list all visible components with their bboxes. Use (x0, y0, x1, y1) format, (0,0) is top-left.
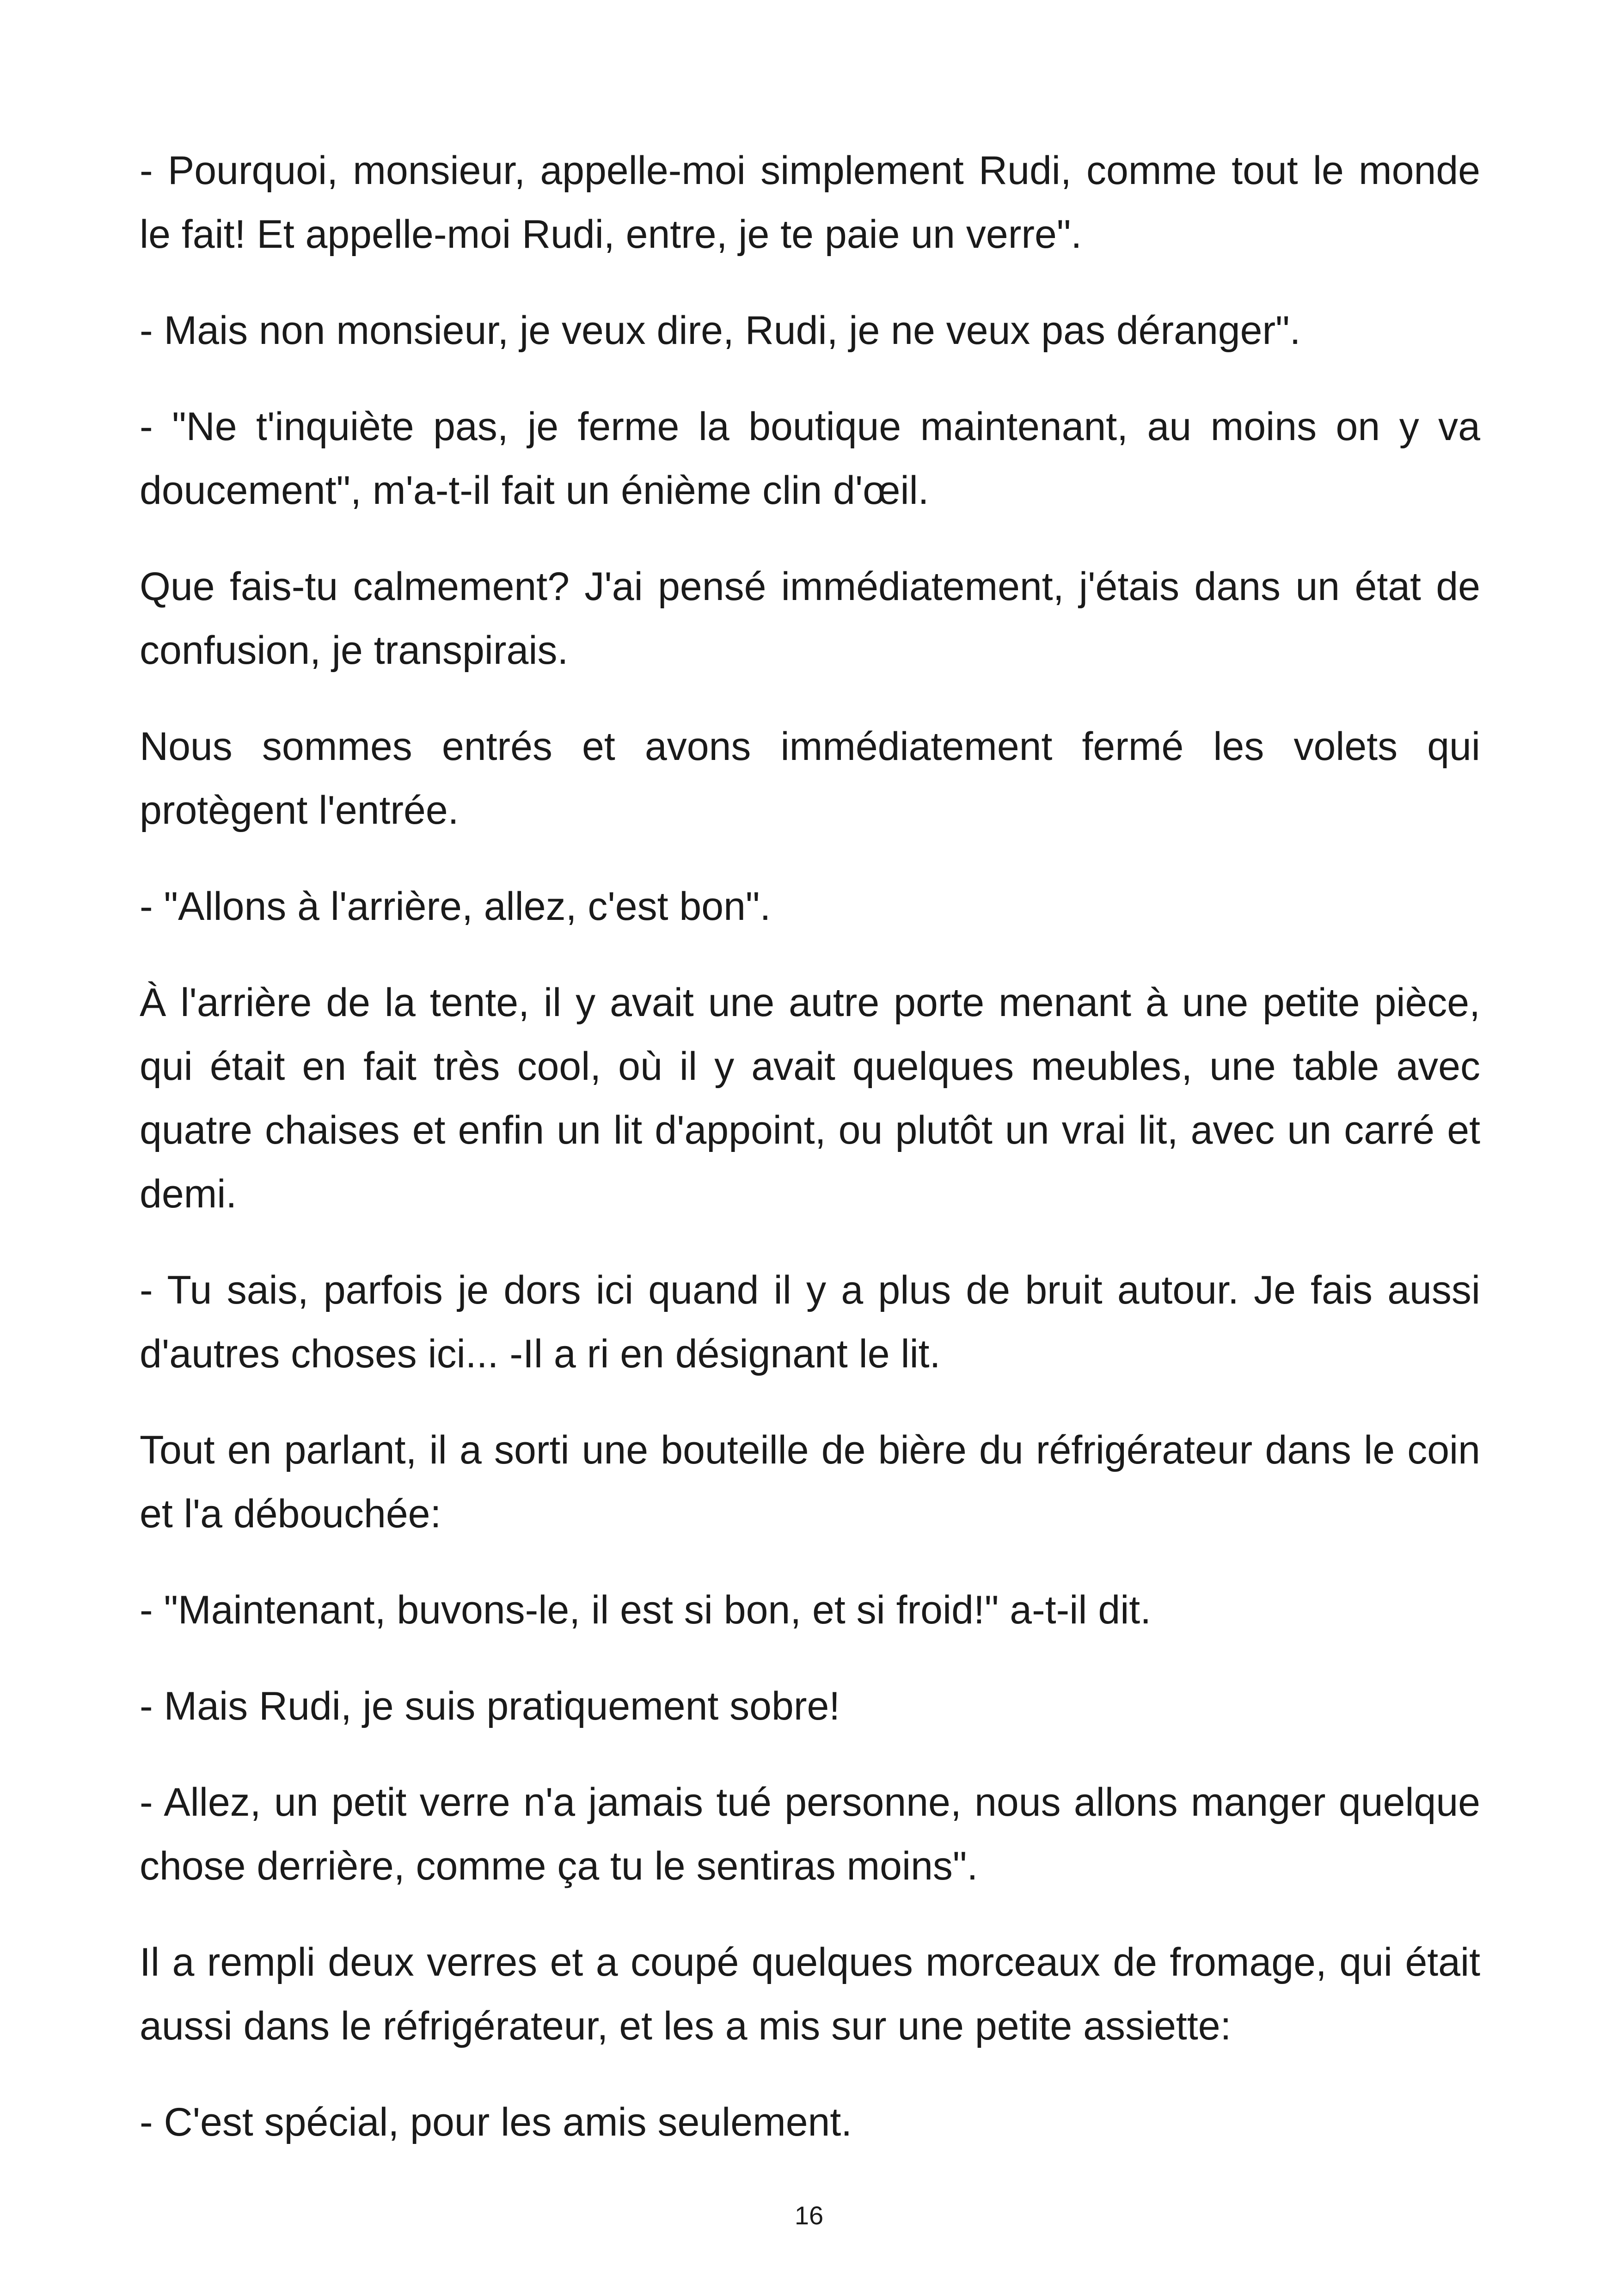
paragraph: - Pourquoi, monsieur, appelle-moi simplement Rudi, comme tout le monde le fait! Et appelle-moi Rudi, entre, je te paie un verre". (140, 148, 1480, 257)
paragraph: - "Ne t'inquiète pas, je ferme la boutique maintenant, au moins on y va doucement", m'a-t-il fait un énième clin d'œil. (140, 404, 1480, 513)
paragraph: - Tu sais, parfois je dors ici quand il y a plus de bruit autour. Je fais aussi d'autres choses ici... -Il a ri en désignant le lit. (140, 1268, 1480, 1376)
paragraph: - "Maintenant, buvons-le, il est si bon, et si froid!" a-t-il dit. (140, 1588, 1152, 1632)
paragraph: - Mais Rudi, je suis pratiquement sobre! (140, 1684, 840, 1728)
paragraph: - Allez, un petit verre n'a jamais tué personne, nous allons manger quelque chose derrière, comme ça tu le sentiras moins". (140, 1780, 1480, 1888)
paragraph: Tout en parlant, il a sorti une bouteille de bière du réfrigérateur dans le coin et l'a débouchée: (140, 1428, 1480, 1536)
paragraph: Nous sommes entrés et avons immédiatement fermé les volets qui protègent l'entrée. (140, 724, 1480, 833)
body-text (140, 139, 1480, 2186)
page-number: 16 (794, 2201, 824, 2230)
paragraph: - Mais non monsieur, je veux dire, Rudi, je ne veux pas déranger". (140, 308, 1301, 353)
paragraph: Il a rempli deux verres et a coupé quelques morceaux de fromage, qui était aussi dans le réfrigérateur, et les a mis sur une petite assiette: (140, 1940, 1480, 2048)
paragraph: À l'arrière de la tente, il y avait une autre porte menant à une petite pièce, qui était en fait très cool, où il y avait quelques meubles, une table avec quatre chaises et enfin un lit d'appoint, ou plutôt un vrai lit, avec un carré et demi. (140, 980, 1480, 1216)
paragraph: - "Allons à l'arrière, allez, c'est bon". (140, 884, 771, 929)
paragraph: Que fais-tu calmement? J'ai pensé immédiatement, j'étais dans un état de confusion, je transpirais. (140, 564, 1480, 673)
paragraph: - C'est spécial, pour les amis seulement. (140, 2100, 852, 2144)
